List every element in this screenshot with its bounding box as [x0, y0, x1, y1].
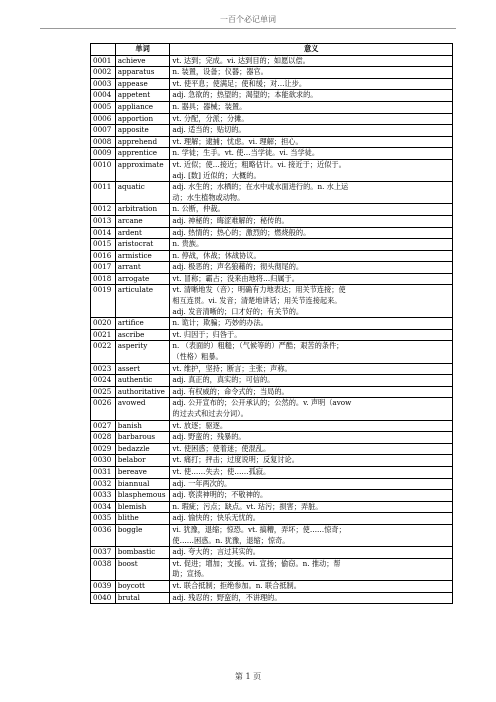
row-number: 0016 [91, 250, 116, 262]
table-row [91, 239, 453, 251]
row-word: artifice [115, 318, 170, 330]
meaning-line: adj. 神秘的；晦涩难解的；秘传的。 [172, 215, 289, 225]
row-word: blasphemous [115, 490, 170, 502]
table-row [91, 55, 453, 67]
meaning-line: vt. 分配，分派；分摊。 [172, 113, 249, 123]
table-row [91, 341, 453, 363]
meaning-line: adj. 极恶的；声名狼藉的；彻头彻尾的。 [172, 262, 304, 272]
table-row [91, 101, 453, 113]
row-meaning [170, 227, 453, 239]
row-word: asperity [115, 341, 170, 363]
row-meaning [170, 363, 453, 375]
meaning-line: （性格）粗暴。 [172, 352, 223, 362]
row-word: brutal [115, 592, 170, 604]
table-row [91, 455, 453, 467]
table-row [91, 386, 453, 398]
row-number: 0031 [91, 466, 116, 478]
row-word: ascribe [115, 329, 170, 341]
page-header-title: 一百个必记单词 [40, 15, 456, 29]
table-row [91, 580, 453, 592]
header-word-cell: 单词 [115, 44, 170, 56]
table-row [91, 513, 453, 525]
row-word: appetent [115, 90, 170, 102]
table-row [91, 182, 453, 204]
row-number: 0032 [91, 478, 116, 490]
row-meaning [170, 78, 453, 90]
meaning-line: adj. [数] 近似的；大概的。 [172, 170, 261, 180]
row-word: achieve [115, 55, 170, 67]
row-word: assert [115, 363, 170, 375]
row-number: 0037 [91, 547, 116, 559]
row-meaning [170, 262, 453, 274]
table-row [91, 227, 453, 239]
meaning-line: adj. 公开宣布的；公开承认的；公然的。v. 声明（avow [172, 398, 352, 408]
row-meaning [170, 513, 453, 525]
meaning-line: 相互连贯。vi. 发音；清楚地讲话；用关节连接起来。 [172, 296, 342, 306]
row-number: 0038 [91, 558, 116, 580]
row-word: blithe [115, 513, 170, 525]
meaning-line: n. 学徒；生手。vt. 使…当学徒。vi. 当学徒。 [172, 148, 320, 158]
header-meaning-cell: 意义 [170, 44, 453, 56]
row-meaning [170, 341, 453, 363]
table-row [91, 478, 453, 490]
table-row [91, 215, 453, 227]
row-meaning [170, 239, 453, 251]
table-row [91, 547, 453, 559]
table-row [91, 90, 453, 102]
row-word: bombastic [115, 547, 170, 559]
table-row [91, 78, 453, 90]
meaning-line: adj. 一年两次的。 [172, 478, 232, 488]
row-word: biannual [115, 478, 170, 490]
row-word: boycott [115, 580, 170, 592]
meaning-line: adj. 夸大的；言过其实的。 [172, 547, 260, 557]
row-word: belabor [115, 455, 170, 467]
row-meaning [170, 204, 453, 216]
row-meaning [170, 386, 453, 398]
row-number: 0003 [91, 78, 116, 90]
table-row [91, 501, 453, 513]
meaning-line: adj. 发音清晰的；口才好的；有关节的。 [172, 306, 304, 316]
row-meaning [170, 490, 453, 502]
row-word: authentic [115, 375, 170, 387]
meaning-line: vt. 使困惑；使着迷；使混乱。 [172, 443, 271, 453]
meaning-line: n. 诡计；欺骗；巧妙的办法。 [172, 318, 268, 328]
row-word: apprentice [115, 148, 170, 160]
meaning-line: adj. 急欲的；热望的；渴望的；本能欲求的。 [172, 90, 318, 100]
row-number: 0024 [91, 375, 116, 387]
row-number: 0020 [91, 318, 116, 330]
row-word: aquatic [115, 182, 170, 204]
meaning-line: vt. 放逐；驱逐。 [172, 420, 228, 430]
table-row [91, 204, 453, 216]
row-meaning [170, 55, 453, 67]
row-word: apportion [115, 113, 170, 125]
table-row [91, 125, 453, 137]
meaning-line: vt. 归因于；归咎于。 [172, 329, 242, 339]
table-row [91, 250, 453, 262]
table-row [91, 159, 453, 181]
table-row [91, 318, 453, 330]
row-number: 0022 [91, 341, 116, 363]
meaning-line: vt. 达到；完成。vi. 达到目的；如愿以偿。 [172, 55, 310, 65]
meaning-line: 助；宣扬。 [172, 569, 209, 579]
table-row [91, 490, 453, 502]
row-number: 0012 [91, 204, 116, 216]
meaning-line: vt. 使平息；使满足；使和缓；对…让步。 [172, 78, 307, 88]
row-word: boggle [115, 524, 170, 546]
meaning-line: 使……困惑。n. 犹豫，退缩；惊奇。 [172, 535, 290, 545]
row-meaning [170, 90, 453, 102]
table-row [91, 329, 453, 341]
table-row [91, 363, 453, 375]
meaning-line: adj. 野蛮的；残暴的。 [172, 432, 246, 442]
row-meaning [170, 455, 453, 467]
row-number: 0034 [91, 501, 116, 513]
row-meaning [170, 466, 453, 478]
row-number: 0029 [91, 443, 116, 455]
row-meaning [170, 182, 453, 204]
row-word: articulate [115, 285, 170, 318]
row-meaning [170, 547, 453, 559]
row-meaning [170, 375, 453, 387]
row-number: 0008 [91, 136, 116, 148]
meaning-line: n. （表面的）粗糙；（气候等的）严酷；艰苦的条件； [172, 341, 344, 351]
row-meaning [170, 285, 453, 318]
row-word: approximate [115, 159, 170, 181]
row-word: appease [115, 78, 170, 90]
table-row [91, 136, 453, 148]
meaning-line: n. 停战，休战；休战协议。 [172, 250, 261, 260]
row-number: 0013 [91, 215, 116, 227]
row-number: 0040 [91, 592, 116, 604]
row-meaning [170, 524, 453, 546]
table-row [91, 262, 453, 274]
row-meaning [170, 113, 453, 125]
table-row [91, 466, 453, 478]
meaning-line: 的过去式和过去分词）。 [172, 409, 248, 418]
row-word: arrogate [115, 273, 170, 285]
page-number: 第 1 页 [234, 672, 262, 681]
row-number: 0023 [91, 363, 116, 375]
row-meaning [170, 329, 453, 341]
table-row [91, 524, 453, 546]
table-row [91, 285, 453, 318]
meaning-line: n. 瑕疵；污点；缺点。vt. 玷污；损害；弄脏。 [172, 501, 323, 511]
row-number: 0007 [91, 125, 116, 137]
row-word: appliance [115, 101, 170, 113]
row-word: apparatus [115, 67, 170, 79]
row-number: 0004 [91, 90, 116, 102]
row-number: 0018 [91, 273, 116, 285]
row-word: armistice [115, 250, 170, 262]
row-number: 0015 [91, 239, 116, 251]
row-number: 0011 [91, 182, 116, 204]
meaning-line: vt. 近似；使…接近；粗略估计。vi. 接近于；近似于。 [172, 159, 346, 169]
row-number: 0002 [91, 67, 116, 79]
row-number: 0019 [91, 285, 116, 318]
row-meaning [170, 501, 453, 513]
row-word: arrant [115, 262, 170, 274]
row-word: ardent [115, 227, 170, 239]
row-word: avowed [115, 398, 170, 420]
meaning-line: adj. 水生的；水栖的；在水中或水面进行的。n. 水上运 [172, 182, 349, 192]
table-row [91, 443, 453, 455]
table-row [91, 420, 453, 432]
row-meaning [170, 443, 453, 455]
table-row [91, 148, 453, 160]
table-row [91, 375, 453, 387]
row-number: 0010 [91, 159, 116, 181]
row-meaning [170, 148, 453, 160]
meaning-line: vt. 清晰地发（音）；明确有力地表达；用关节连接；使 [172, 285, 346, 295]
meaning-line: vi. 犹豫，退缩；惊恐。vt. 搞糟，弄坏；使……惊奇； [172, 524, 346, 534]
vocabulary-table [90, 43, 453, 604]
row-meaning [170, 398, 453, 420]
row-word: authoritative [115, 386, 170, 398]
table-body [91, 55, 453, 604]
row-number: 0017 [91, 262, 116, 274]
table-row [91, 67, 453, 79]
table-row [91, 273, 453, 285]
meaning-line: vt. 联合抵制；拒绝参加。n. 联合抵制。 [172, 580, 301, 590]
meaning-line: vt. 冒称；霸占；没来由地将…归属于。 [172, 273, 299, 283]
row-meaning [170, 318, 453, 330]
row-number: 0028 [91, 432, 116, 444]
meaning-line: vt. 使……失去；使……孤寂。 [172, 466, 271, 476]
row-number: 0006 [91, 113, 116, 125]
row-number: 0001 [91, 55, 116, 67]
meaning-line: vt. 痛打；抨击；过度说明；反复讨论。 [172, 455, 299, 465]
meaning-line: adj. 愉快的；快乐无忧的。 [172, 513, 260, 523]
table-row [91, 113, 453, 125]
table-header-row [91, 44, 453, 56]
row-number: 0035 [91, 513, 116, 525]
table-row [91, 398, 453, 420]
meaning-line: vt. 促进；增加；支援。vi. 宣扬；偷窃。n. 推动；帮 [172, 558, 341, 568]
meaning-line: adj. 亵渎神明的；不敬神的。 [172, 490, 268, 500]
row-number: 0027 [91, 420, 116, 432]
meaning-line: n. 装置，设备；仪器；器官。 [172, 67, 268, 77]
row-meaning [170, 558, 453, 580]
row-number: 0005 [91, 101, 116, 113]
row-number: 0039 [91, 580, 116, 592]
row-word: blemish [115, 501, 170, 513]
meaning-line: n. 公断，仲裁。 [172, 204, 225, 214]
row-meaning [170, 478, 453, 490]
meaning-line: adj. 残忍的；野蛮的，不讲理的。 [172, 592, 282, 602]
row-number: 0014 [91, 227, 116, 239]
row-word: apposite [115, 125, 170, 137]
row-word: apprehend [115, 136, 170, 148]
row-meaning [170, 250, 453, 262]
row-meaning [170, 215, 453, 227]
row-number: 0030 [91, 455, 116, 467]
row-word: boost [115, 558, 170, 580]
meaning-line: adj. 适当的；贴切的。 [172, 125, 246, 135]
row-word: bedazzle [115, 443, 170, 455]
row-number: 0009 [91, 148, 116, 160]
meaning-line: n. 贵族。 [172, 239, 204, 249]
row-meaning [170, 101, 453, 113]
row-word: bereave [115, 466, 170, 478]
row-meaning [170, 420, 453, 432]
meaning-line: adj. 热情的；热心的；激烈的；燃烧般的。 [172, 227, 311, 237]
row-meaning [170, 273, 453, 285]
row-number: 0025 [91, 386, 116, 398]
meaning-line: adj. 真正的，真实的；可信的。 [172, 375, 275, 385]
meaning-line: vt. 理解；逮捕；忧虑。vi. 理解；担心。 [172, 136, 303, 146]
row-meaning [170, 592, 453, 604]
meaning-line: n. 器具；器械；装置。 [172, 101, 247, 111]
table-row [91, 432, 453, 444]
row-word: barbarous [115, 432, 170, 444]
header-number-cell [91, 44, 116, 56]
row-meaning [170, 125, 453, 137]
row-meaning [170, 432, 453, 444]
row-number: 0026 [91, 398, 116, 420]
meaning-line: vt. 维护，坚持；断言；主张；声称。 [172, 363, 292, 373]
table-row [91, 558, 453, 580]
table-row [91, 592, 453, 604]
row-meaning [170, 159, 453, 181]
row-number: 0036 [91, 524, 116, 546]
meaning-line: adj. 有权威的；命令式的；当局的。 [172, 386, 289, 396]
row-meaning [170, 580, 453, 592]
row-meaning [170, 136, 453, 148]
row-word: banish [115, 420, 170, 432]
row-word: aristocrat [115, 239, 170, 251]
meaning-line: 动；水生植物或动物。 [172, 192, 245, 202]
row-word: arcane [115, 215, 170, 227]
row-word: arbitration [115, 204, 170, 216]
row-number: 0033 [91, 490, 116, 502]
row-meaning [170, 67, 453, 79]
row-number: 0021 [91, 329, 116, 341]
